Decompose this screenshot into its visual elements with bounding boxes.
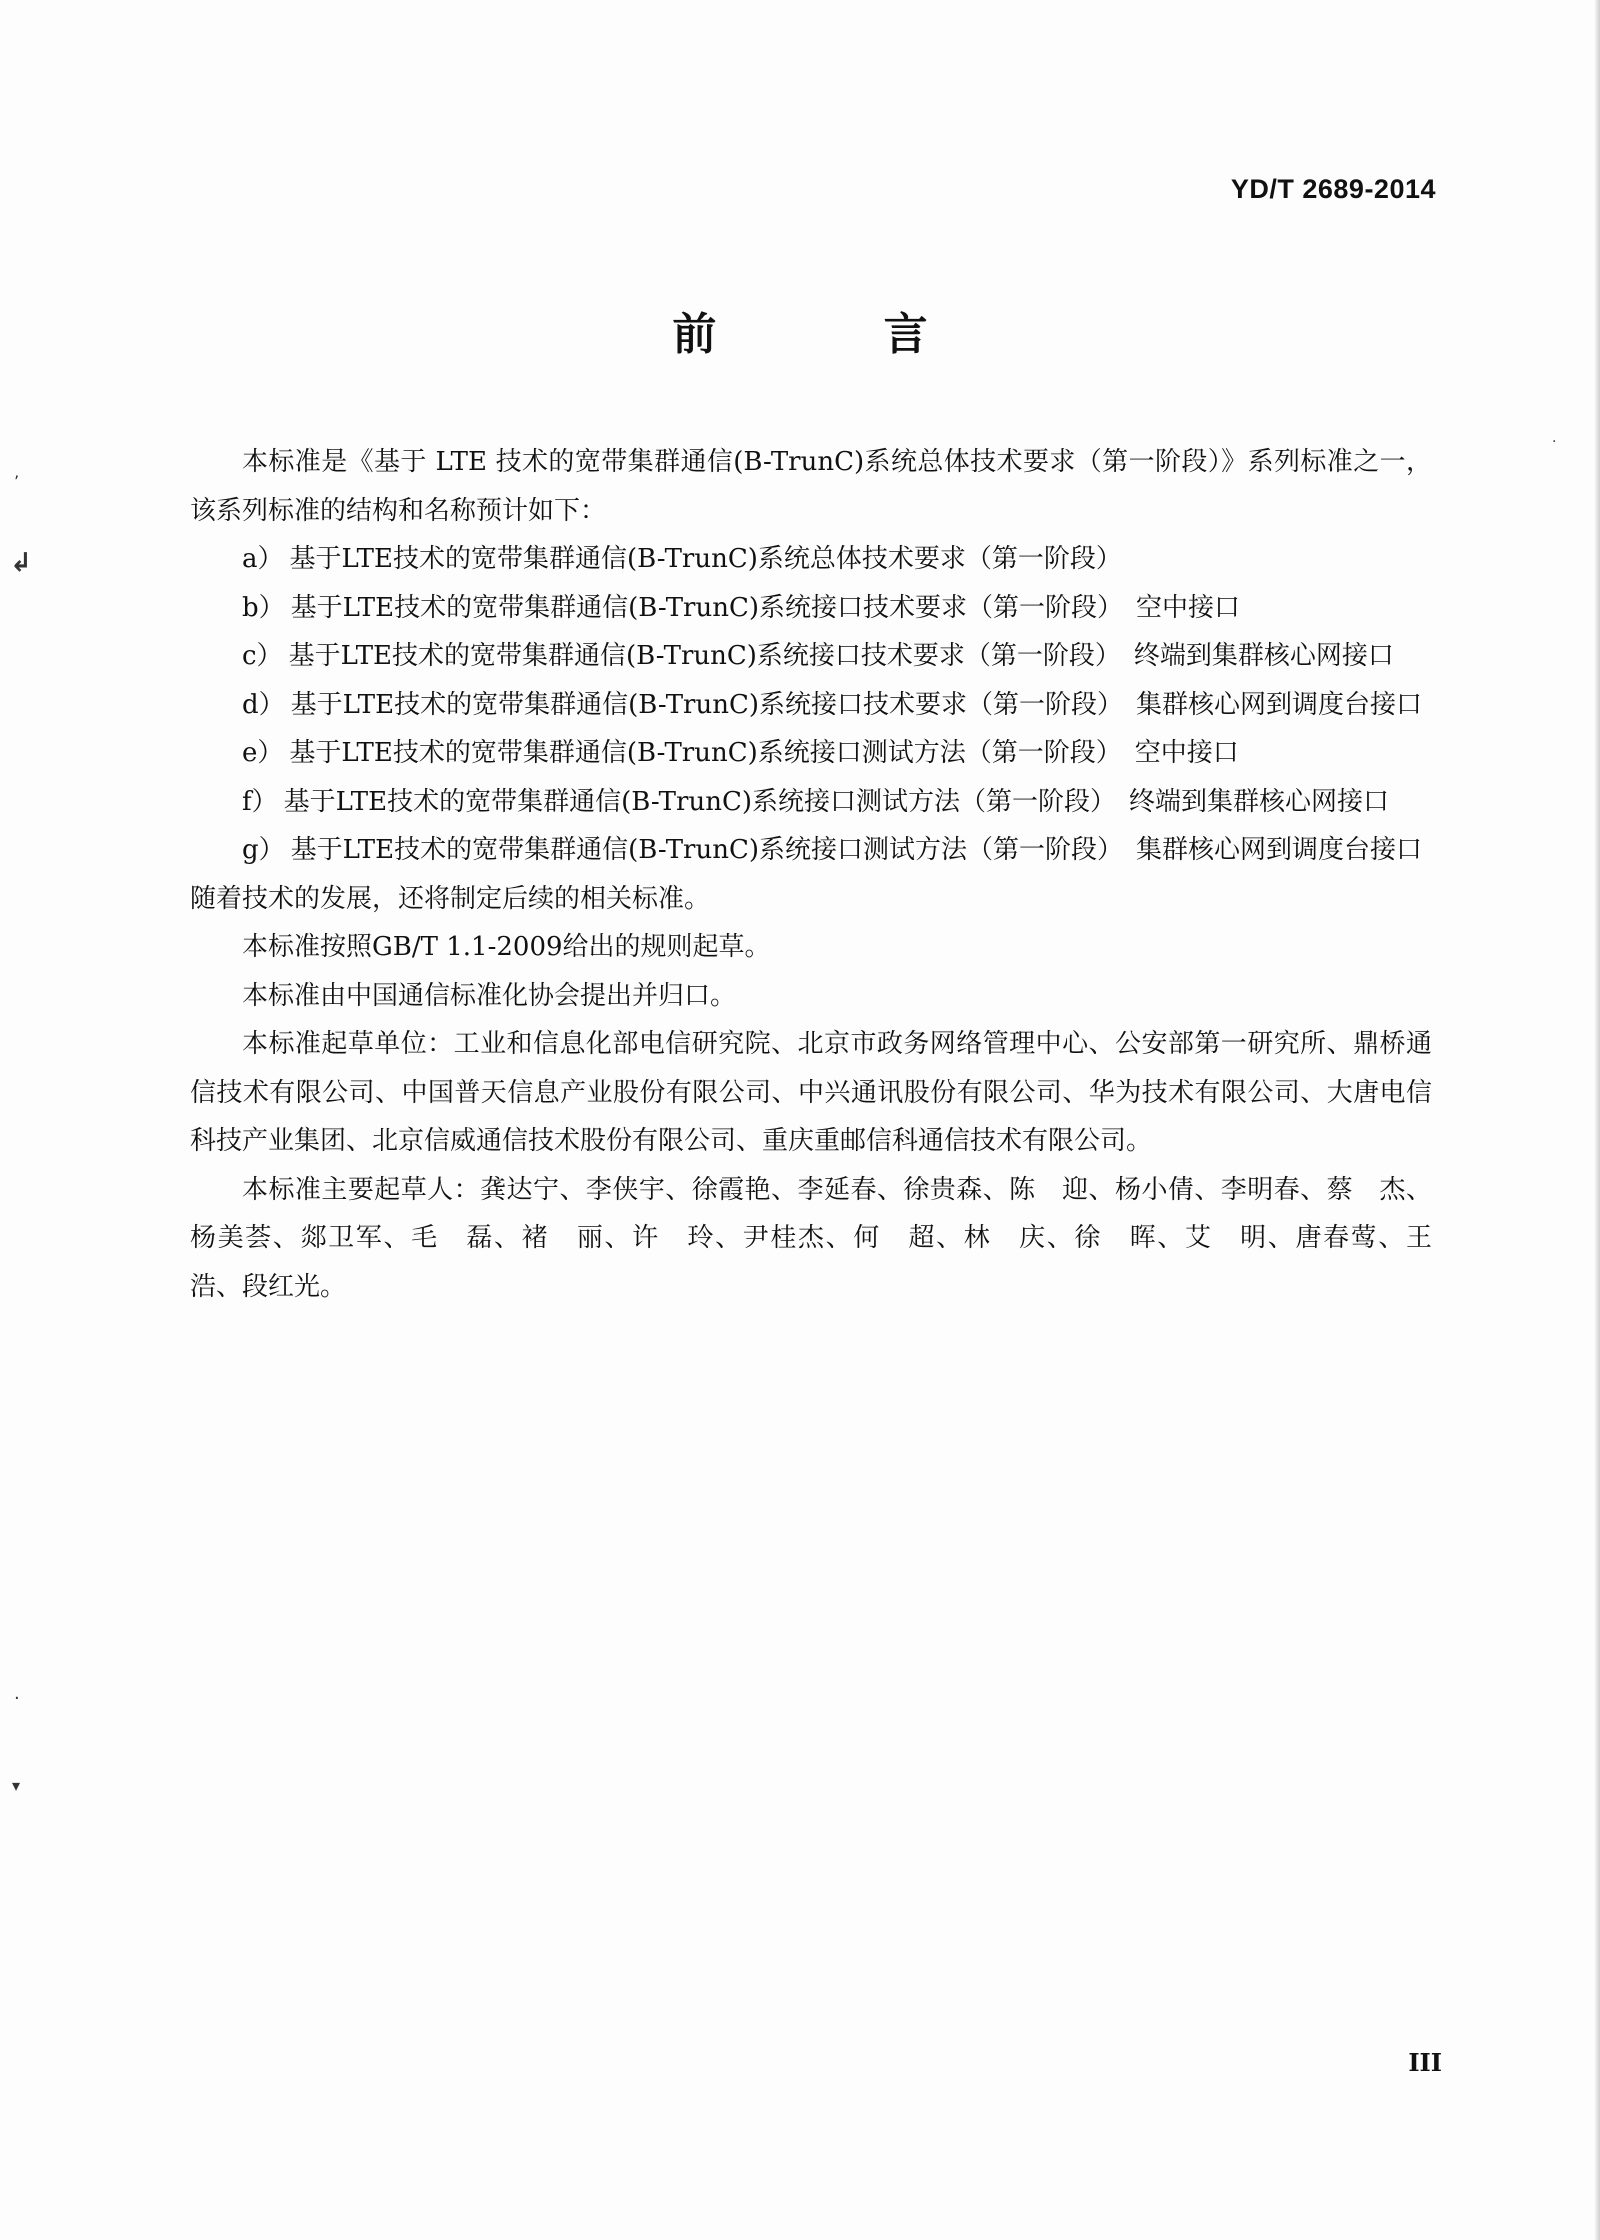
series-item-c xyxy=(190,632,1432,681)
series-item-text: 基于LTE技术的宽带集群通信(B-TrunC)系统接口技术要求（第一阶段） 空中接口 xyxy=(290,592,1241,623)
series-item-label: a） xyxy=(242,544,284,574)
series-item-text: 基于LTE技术的宽带集群通信(B-TrunC)系统接口测试方法（第一阶段） 空中接口 xyxy=(289,738,1239,768)
series-item-text: 基于LTE技术的宽带集群通信(B-TrunC)系统接口技术要求（第一阶段） 终端到集群核心网接口 xyxy=(288,641,1394,671)
series-item-text: 基于LTE技术的宽带集群通信(B-TrunC)系统接口测试方法（第一阶段） 集群核心网到调度台接口 xyxy=(290,835,1423,865)
series-item-label: g） xyxy=(242,835,285,865)
series-item-g xyxy=(190,826,1432,875)
scan-speck: · xyxy=(1552,434,1557,450)
page-title: 前 言 xyxy=(672,309,1004,360)
series-item-b xyxy=(190,584,1432,633)
scan-speck: ↲ xyxy=(10,548,32,578)
drafting-units-paragraph: 本标准起草单位：工业和信息化部电信研究院、北京市政务网络管理中心、公安部第一研究所、鼎桥通信技术有限公司、中国普天信息产业股份有限公司、中兴通讯股份有限公司、华为技术有限公司、大唐电信科技产业集团、北京信威通信技术股份有限公司、重庆重邮信科通信技术有限公司。 xyxy=(190,1029,1432,1156)
intro-paragraph: 本标准是《基于 LTE 技术的宽带集群通信(B-TrunC)系统总体技术要求（第一阶段）》系列标准之一，该系列标准的结构和名称预计如下： xyxy=(190,447,1432,526)
series-item-label: c） xyxy=(242,641,283,671)
series-item-label: f） xyxy=(242,786,278,817)
series-item-text: 基于LTE技术的宽带集群通信(B-TrunC)系统接口技术要求（第一阶段） 集群核心网到调度台接口 xyxy=(290,689,1423,720)
drafters-paragraph: 本标准主要起草人：龚达宁、李侠宇、徐霞艳、李延春、徐贵森、陈 迎、杨小倩、李明春、蔡 杰、杨美荟、郯卫军、毛 磊、褚 丽、许 玲、尹桂杰、何 超、林 庆、徐 晖、艾 明、唐春莺、王 浩、段红光。 xyxy=(190,1174,1459,1302)
series-item-label: e） xyxy=(242,738,284,768)
scan-speck: ’ xyxy=(14,472,20,491)
series-item-a xyxy=(190,535,1432,584)
follow-up-paragraph: 随着技术的发展，还将制定后续的相关标准。 xyxy=(190,883,711,914)
series-list xyxy=(190,535,1432,875)
page-number: III xyxy=(1408,2048,1442,2077)
series-item-text: 基于LTE技术的宽带集群通信(B-TrunC)系统接口测试方法（第一阶段） 终端到集群核心网接口 xyxy=(283,786,1389,817)
series-item-f xyxy=(190,778,1432,827)
series-item-label: b） xyxy=(242,592,285,623)
series-item-text: 基于LTE技术的宽带集群通信(B-TrunC)系统总体技术要求（第一阶段） xyxy=(289,544,1122,574)
proposer-paragraph: 本标准由中国通信标准化协会提出并归口。 xyxy=(242,980,737,1011)
series-item-e xyxy=(190,729,1432,778)
drafting-rule-paragraph: 本标准按照GB/T 1.1-2009给出的规则起草。 xyxy=(242,932,771,962)
foreword-body xyxy=(190,438,1459,1311)
scan-speck: · xyxy=(14,1688,20,1709)
series-item-d xyxy=(190,681,1432,730)
series-item-label: d） xyxy=(242,689,285,720)
scan-speck: ▾ xyxy=(12,1776,21,1795)
standard-number: YD/T 2689-2014 xyxy=(1230,174,1436,204)
